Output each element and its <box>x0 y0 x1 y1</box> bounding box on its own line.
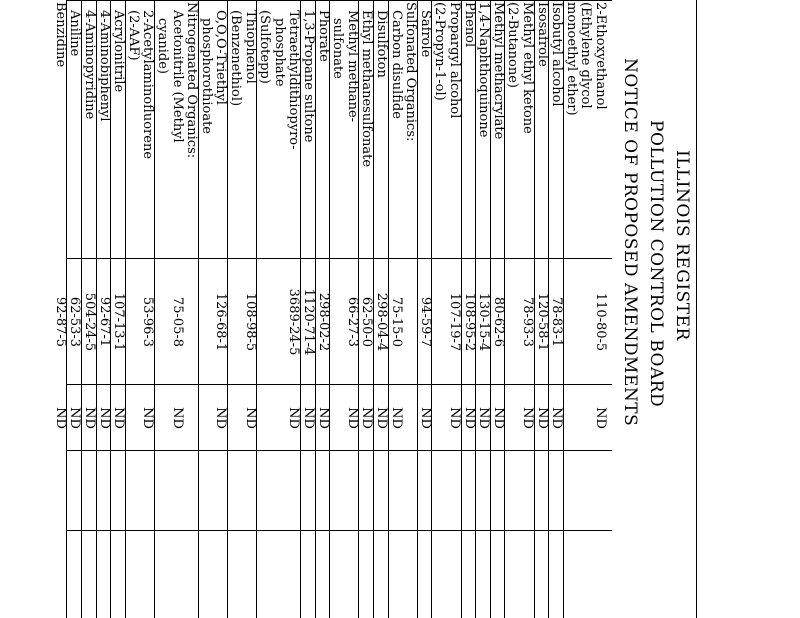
constituent-name: Propargyl alcohol <box>447 2 462 119</box>
detection-value: ND <box>82 407 97 429</box>
table-row <box>154 0 170 618</box>
constituent-name: Sulfonated Organics: <box>403 2 419 142</box>
cas-number: 107-19-7 <box>447 292 462 352</box>
cas-number: 75-05-8 <box>169 296 185 348</box>
detection-value: ND <box>417 407 433 429</box>
constituent-name: 4-Aminopyridine <box>82 10 97 120</box>
detection-value: ND <box>301 407 316 429</box>
constituent-name: Carbon disulfide <box>388 10 404 119</box>
detection-value: ND <box>359 407 375 429</box>
constituent-name: sulfonate <box>330 18 346 79</box>
constituent-name: 2-Ethoxyethanol <box>593 2 608 110</box>
table-row <box>388 0 404 618</box>
cas-number: 62-53-3 <box>67 296 83 348</box>
cas-number: 92-87-5 <box>52 296 68 348</box>
constituent-name: (2-Propyn-1-ol) <box>432 2 448 101</box>
cas-number: 80-62-6 <box>490 296 506 348</box>
detection-value: ND <box>52 407 68 429</box>
table-row <box>125 0 141 618</box>
constituent-name: (Sulfotepp) <box>257 10 273 84</box>
table-row <box>184 0 199 618</box>
table-row <box>66 0 82 618</box>
constituent-name: (2-AAF) <box>125 10 141 61</box>
detection-value: ND <box>534 407 550 429</box>
detection-value: ND <box>388 407 404 429</box>
cas-number: 1120-71-4 <box>301 288 316 356</box>
cas-number: 78-93-3 <box>520 296 535 348</box>
cas-number: 120-58-1 <box>534 292 550 352</box>
table-row <box>593 0 608 618</box>
detection-value: ND <box>213 407 229 429</box>
detection-value: ND <box>476 407 492 429</box>
table-row <box>140 0 155 618</box>
table-row <box>534 0 550 618</box>
table-row <box>373 0 389 618</box>
detection-value: ND <box>315 407 331 429</box>
table-row <box>170 0 185 618</box>
constituent-name: Benzidine <box>52 2 68 68</box>
cas-number: 130-15-4 <box>476 292 492 352</box>
constituent-name: cyanide) <box>155 18 170 74</box>
table-row <box>563 0 579 618</box>
constituents-table <box>52 0 612 618</box>
table-row <box>490 0 506 618</box>
cas-number: 53-96-3 <box>140 296 156 348</box>
cas-number: 504-24-5 <box>82 292 97 352</box>
table-row <box>403 0 418 618</box>
table-row <box>578 0 593 618</box>
detection-value: ND <box>490 407 506 429</box>
table-row <box>256 0 272 618</box>
rotated-document-sheet <box>52 0 700 618</box>
table-row <box>300 0 316 618</box>
constituent-name: 1,4-Naphthoquinone <box>476 2 492 138</box>
table-row <box>431 0 447 618</box>
table-row <box>243 0 258 618</box>
constituent-name: Thiophenol <box>242 10 258 84</box>
table-row <box>213 0 228 618</box>
table-row <box>358 0 374 618</box>
table-row <box>548 0 564 618</box>
cas-number: 107-13-1 <box>111 292 127 352</box>
detection-value: ND <box>111 407 127 429</box>
table-row <box>81 0 97 618</box>
constituent-name: Aniline <box>67 10 83 57</box>
table-row <box>447 0 462 618</box>
cas-number: 108-95-2 <box>461 292 477 352</box>
cas-number: 92-67-1 <box>96 296 112 348</box>
table-row <box>96 0 112 618</box>
cas-number: 94-59-7 <box>417 296 433 348</box>
constituent-name: 4-Aminobiphenyl <box>96 10 112 122</box>
constituent-name: Acrylonitrile <box>111 10 127 93</box>
cas-number: 75-15-0 <box>388 296 404 348</box>
constituent-name: phosphate <box>271 18 287 87</box>
table-row <box>110 0 126 618</box>
constituent-name: Isobutyl alcohol <box>549 2 565 107</box>
constituent-name: (Ethylene glycol <box>578 2 594 109</box>
detection-value: ND <box>169 407 185 429</box>
table-row <box>461 0 477 618</box>
detection-value: ND <box>520 407 535 429</box>
constituent-name: Methyl methacrylate <box>490 2 506 140</box>
constituent-name: monoethyl ether) <box>563 2 579 116</box>
table-row <box>504 0 520 618</box>
cas-number: 126-68-1 <box>213 292 229 352</box>
cas-number: 66-27-3 <box>344 296 360 348</box>
cas-number: 3689-24-5 <box>286 288 302 356</box>
constituent-name: phosphorothioate <box>198 18 214 135</box>
constituent-name: Methyl methane- <box>344 10 360 123</box>
table-row <box>53 0 68 618</box>
table-row <box>198 0 214 618</box>
detection-value: ND <box>286 407 302 429</box>
table-row <box>272 0 287 618</box>
detection-value: ND <box>461 407 477 429</box>
detection-value: ND <box>549 407 565 429</box>
constituent-name: Acetonitrile (Methyl <box>169 10 185 143</box>
table-row <box>227 0 243 618</box>
constituent-name: Tetraethyldithiopyro- <box>286 10 302 150</box>
cas-number: 62-50-0 <box>359 296 375 348</box>
constituent-name: Isosafrole <box>534 2 550 67</box>
constituent-name: 2-Acetylaminofluorene <box>140 10 156 160</box>
detection-value: ND <box>344 407 360 429</box>
table-row <box>286 0 301 618</box>
cas-number: 298-04-4 <box>374 292 389 352</box>
cas-number: 108-98-5 <box>242 292 258 352</box>
table-row <box>345 0 360 618</box>
constituent-name: Phenol <box>461 2 477 48</box>
table-row <box>329 0 345 618</box>
top-rule <box>696 0 697 618</box>
cas-number: 110-80-5 <box>593 292 608 352</box>
table-row <box>315 0 331 618</box>
constituent-name: Nitrogenated Organics: <box>184 2 200 159</box>
constituent-name: Safrole <box>417 10 433 58</box>
constituent-name: Methyl ethyl ketone <box>520 2 535 134</box>
detection-value: ND <box>374 407 389 429</box>
constituent-name: 1,3-Propane sultone <box>301 10 316 143</box>
constituent-name: Disulfoton <box>374 10 389 78</box>
board-title: POLLUTION CONTROL BOARD <box>646 120 666 408</box>
detection-value: ND <box>96 407 112 429</box>
register-title: ILLINOIS REGISTER <box>672 150 692 341</box>
table-row <box>475 0 491 618</box>
detection-value: ND <box>593 407 608 429</box>
detection-value: ND <box>242 407 258 429</box>
detection-value: ND <box>447 407 462 429</box>
cas-number: 298-02-2 <box>315 292 331 352</box>
table-row <box>417 0 433 618</box>
cas-number: 78-83-1 <box>549 296 565 348</box>
constituent-name: Ethyl methanesulfonate <box>359 10 375 168</box>
constituent-name: (2-Butanone) <box>505 2 521 88</box>
constituent-name: (Benzenethiol) <box>228 10 243 107</box>
constituent-name: O,O,O-Triethyl <box>213 10 229 105</box>
notice-title: NOTICE OF PROPOSED AMENDMENTS <box>620 58 640 427</box>
detection-value: ND <box>140 407 156 429</box>
table-row <box>520 0 535 618</box>
detection-value: ND <box>67 407 83 429</box>
constituent-name: Phorate <box>315 10 331 62</box>
